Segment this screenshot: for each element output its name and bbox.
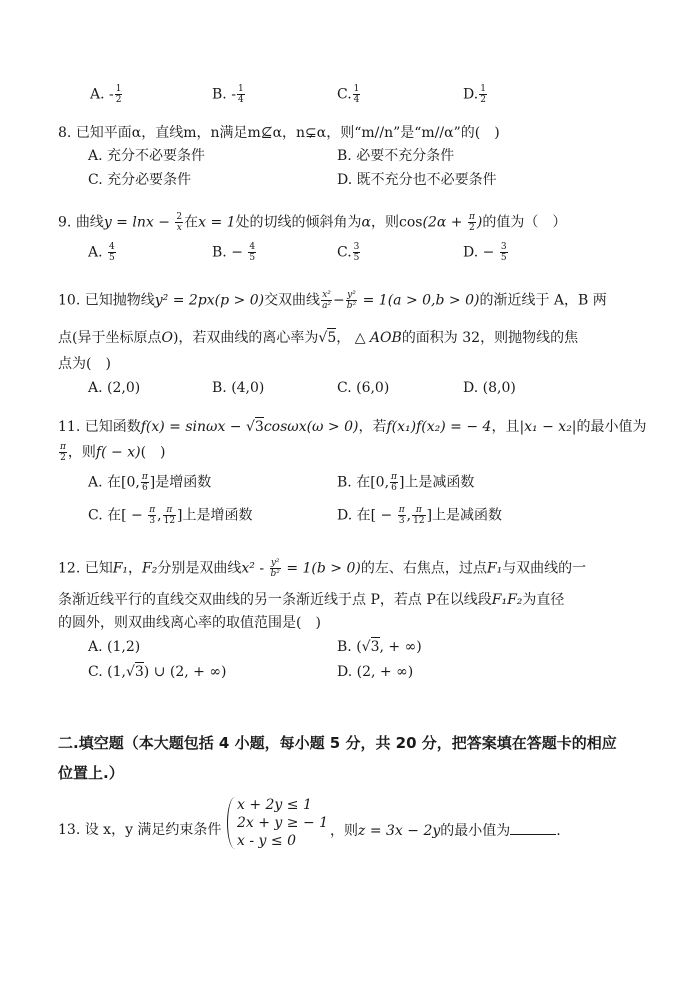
math-expr: O [161, 330, 173, 346]
section-title-line2: 位置上.） [58, 764, 124, 782]
q11-option-b[interactable] [337, 472, 474, 493]
math-expr: = 1(b > 0) [281, 560, 361, 577]
q9-option-b[interactable] [212, 242, 257, 263]
interval: [0, [370, 474, 390, 491]
question-text: 已知抛物线 [84, 292, 155, 309]
fraction: $\frac{\pi}{2}$ [60, 442, 66, 463]
q11-option-a[interactable] [88, 472, 211, 493]
interval: , [406, 507, 412, 524]
option-text: 上是减函数 [432, 507, 503, 524]
q12-stem-line1 [58, 558, 656, 579]
q7-option-a[interactable] [90, 84, 123, 105]
constraint-1: x + 2y ≤ 1 [237, 797, 312, 813]
question-text: 的值为（ ） [482, 214, 567, 231]
question-text: ，则 [371, 214, 400, 231]
question-text: 的最小值为 [576, 419, 647, 435]
interval: ] [177, 507, 183, 524]
fraction: $\frac{1}{2}$ [480, 84, 486, 105]
fraction: $\frac{2}{x}$ [176, 212, 183, 233]
question-number: 9. [58, 214, 76, 231]
option-label: C. [337, 244, 352, 261]
interval: ] [426, 507, 433, 524]
q12-stem-line3: 的圆外，则双曲线离心率的取值范围是( ) [58, 615, 321, 631]
q9-option-a[interactable] [88, 242, 117, 263]
question-text: ，且 [491, 419, 520, 435]
question-text: 交双曲线 [264, 292, 321, 309]
math-expr: F₁F₂ [491, 592, 523, 608]
math-expr: α [361, 214, 372, 231]
q8-option-c[interactable]: C. 充分必要条件 [88, 172, 192, 188]
minus-sign: − [482, 244, 499, 261]
question-number: 8. [58, 125, 76, 141]
option-text: 是增函数 [155, 474, 212, 491]
fraction: $\frac{\text{x²}}{\text{a²}}$ [322, 290, 332, 311]
question-text: 设 x，y 满足约束条件 [84, 822, 222, 838]
math-expr: = 1(a > 0,b > 0) [358, 292, 480, 309]
q8-stem [58, 123, 656, 143]
q12-option-c[interactable] [88, 662, 226, 682]
answer-blank[interactable] [510, 820, 556, 835]
question-text: 的面积为 32，则抛物线的焦 [401, 330, 579, 346]
math-expr: |x₁ − x₂| [519, 419, 577, 435]
option-label: C. 在 [88, 507, 122, 524]
q10-stem-line2 [58, 328, 656, 348]
q13-stem-end [330, 820, 561, 841]
math-expr: √3 [361, 639, 380, 655]
q10-option-d[interactable]: D. (8,0) [463, 380, 516, 396]
question-text: 处的切线的倾斜角为 [235, 214, 362, 231]
fraction: $\frac{4}{5}$ [249, 242, 256, 263]
interval: [0, [121, 474, 140, 491]
option-label: B. ( [337, 639, 362, 655]
question-text: 的渐近线于 A，B 两 [479, 292, 607, 309]
q12-option-a[interactable]: A. (1,2) [88, 639, 141, 655]
question-text: ， [128, 560, 143, 577]
fraction: $\frac{\text{y²}}{\text{b²}}$ [346, 290, 357, 311]
math-expr: − [333, 292, 345, 309]
math-expr: △ AOB [350, 330, 402, 346]
fraction: $\frac{3}{5}$ [500, 242, 507, 263]
minus-sign: − [231, 244, 248, 261]
question-text: 曲线 [75, 214, 104, 231]
q8-option-b[interactable]: B. 必要不充分条件 [337, 148, 455, 164]
minus-sign: - [231, 86, 236, 103]
q12-option-b[interactable] [337, 637, 422, 657]
math-expr: cos(2α + [399, 214, 467, 231]
question-number: 13. [58, 822, 85, 838]
q8-option-d[interactable]: D. 既不充分也不必要条件 [337, 172, 497, 188]
option-label: A. [90, 86, 110, 103]
fraction: $\frac{\pi}{6}$ [391, 472, 397, 493]
question-text: 在 [184, 214, 199, 231]
q7-option-d[interactable] [463, 84, 488, 105]
question-text: 与双曲线的一 [502, 560, 587, 577]
question-text: ，则 [67, 444, 96, 461]
option-label: C. (1, [88, 664, 126, 680]
interval: [ − [370, 507, 397, 524]
option-label: D. [463, 244, 483, 261]
section-title-line1: 二.填空题（本大题包括 4 小题，每小题 5 分，共 20 分，把答案填在答题卡的相应 [58, 734, 617, 752]
q8-option-a[interactable]: A. 充分不必要条件 [88, 148, 206, 164]
math-expr: z = 3x − 2y [358, 823, 441, 839]
fraction: $\frac{4}{5}$ [109, 242, 115, 263]
math-expr: x² - [241, 560, 269, 577]
math-expr: F₁ [486, 560, 503, 577]
interval: ] [149, 474, 156, 491]
q10-stem-line1 [58, 290, 656, 311]
math-expr: y² = 2px(p > 0) [154, 292, 265, 309]
fraction: $\frac{\pi}{3}$ [149, 505, 156, 526]
option-label: C. [337, 86, 352, 103]
question-text: . [556, 823, 561, 839]
math-expr: f( − x) [95, 444, 141, 461]
fraction: $\frac{1}{4}$ [237, 84, 244, 105]
fraction: $\frac{1}{4}$ [353, 84, 360, 105]
question-text: 已知平面α，直线m，n满足m⊈α，n⊊α，则“m//n”是“m//α”的( ) [75, 125, 500, 141]
option-label: A. [88, 244, 108, 261]
question-text: ， [336, 330, 351, 346]
fraction: $\frac{\text{y²}}{\text{b²}}$ [270, 558, 280, 579]
q7-option-c[interactable] [337, 84, 361, 105]
question-text: ( ) [140, 444, 166, 461]
math-expr: F₁ [112, 560, 129, 577]
question-text: 的左、右焦点，过点 [360, 560, 487, 577]
q10-stem-line3: 点为( ) [58, 356, 111, 372]
question-text: 已知 [84, 560, 113, 577]
question-text: 为直径 [522, 592, 565, 608]
q10-option-c[interactable]: C. (6,0) [337, 380, 390, 396]
question-number: 12. [58, 560, 85, 577]
question-text: 的最小值为 [440, 823, 511, 839]
question-text: 点(异于坐标原点 [58, 330, 162, 346]
math-expr: f(x₁)f(x₂) = − 4 [386, 419, 492, 435]
interval: , [157, 507, 162, 524]
fraction: $\frac{3}{5}$ [353, 242, 360, 263]
fraction: $\frac{\pi}{12}$ [163, 505, 176, 526]
question-number: 10. [58, 292, 85, 309]
constraint-brace [227, 797, 236, 849]
option-label: B. 在 [337, 474, 371, 491]
q7-option-b[interactable] [212, 84, 246, 105]
math-expr: √3 [125, 664, 144, 680]
option-text: 上是增函数 [182, 507, 253, 524]
q11-stem-line1 [58, 417, 656, 437]
option-label: B. [212, 244, 232, 261]
q9-stem [58, 212, 656, 233]
question-text: ，则 [330, 823, 358, 839]
constraint-2: 2x + y ≥ − 1 [237, 815, 329, 831]
fraction: $\frac{\pi}{6}$ [141, 472, 148, 493]
question-text: 已知函数 [84, 419, 141, 435]
q9-option-c[interactable] [337, 242, 361, 263]
option-label: D. 在 [337, 507, 371, 524]
q10-option-a[interactable]: A. (2,0) [88, 380, 141, 396]
fraction: $\frac{\pi}{12}$ [413, 505, 425, 526]
question-text: 条渐近线平行的直线交双曲线的另一条渐近线于点 P，若点 P在以线段 [58, 592, 492, 608]
q9-option-d[interactable] [463, 242, 509, 263]
question-text: )，若双曲线的离心率为 [172, 330, 319, 346]
math-expr: y = lnx − [103, 214, 175, 231]
interval: ] [398, 474, 405, 491]
option-label: A. 在 [88, 474, 122, 491]
option-text: 上是减函数 [404, 474, 475, 491]
math-expr: f(x) = sinωx − √3cosωx(ω > 0) [140, 419, 359, 435]
question-number: 11. [58, 419, 85, 435]
q11-stem-line2 [58, 442, 656, 463]
q11-option-d[interactable] [337, 505, 502, 526]
option-text: , + ∞) [379, 639, 422, 655]
question-text: ，若 [358, 419, 387, 435]
fraction: $\frac{\pi}{3}$ [398, 505, 405, 526]
option-text: ) ∪ (2, + ∞) [143, 664, 227, 680]
option-label: D. [463, 86, 479, 103]
q12-option-d[interactable]: D. (2, + ∞) [337, 664, 414, 680]
question-text: 分别是双曲线 [157, 560, 242, 577]
q10-option-b[interactable]: B. (4,0) [212, 380, 265, 396]
minus-sign: - [109, 86, 114, 103]
math-expr: x = 1 [198, 214, 236, 231]
q11-option-c[interactable] [88, 505, 253, 526]
math-expr: F₂ [142, 560, 158, 577]
fraction: $\frac{\pi}{2}$ [468, 212, 475, 233]
option-label: B. [212, 86, 232, 103]
math-expr: √5 [318, 330, 337, 346]
interval: [ − [121, 507, 148, 524]
math-expr: ) [476, 214, 483, 231]
constraint-3: x - y ≤ 0 [237, 833, 296, 849]
fraction: $\frac{1}{2}$ [115, 84, 122, 105]
q12-stem-line2 [58, 590, 656, 610]
